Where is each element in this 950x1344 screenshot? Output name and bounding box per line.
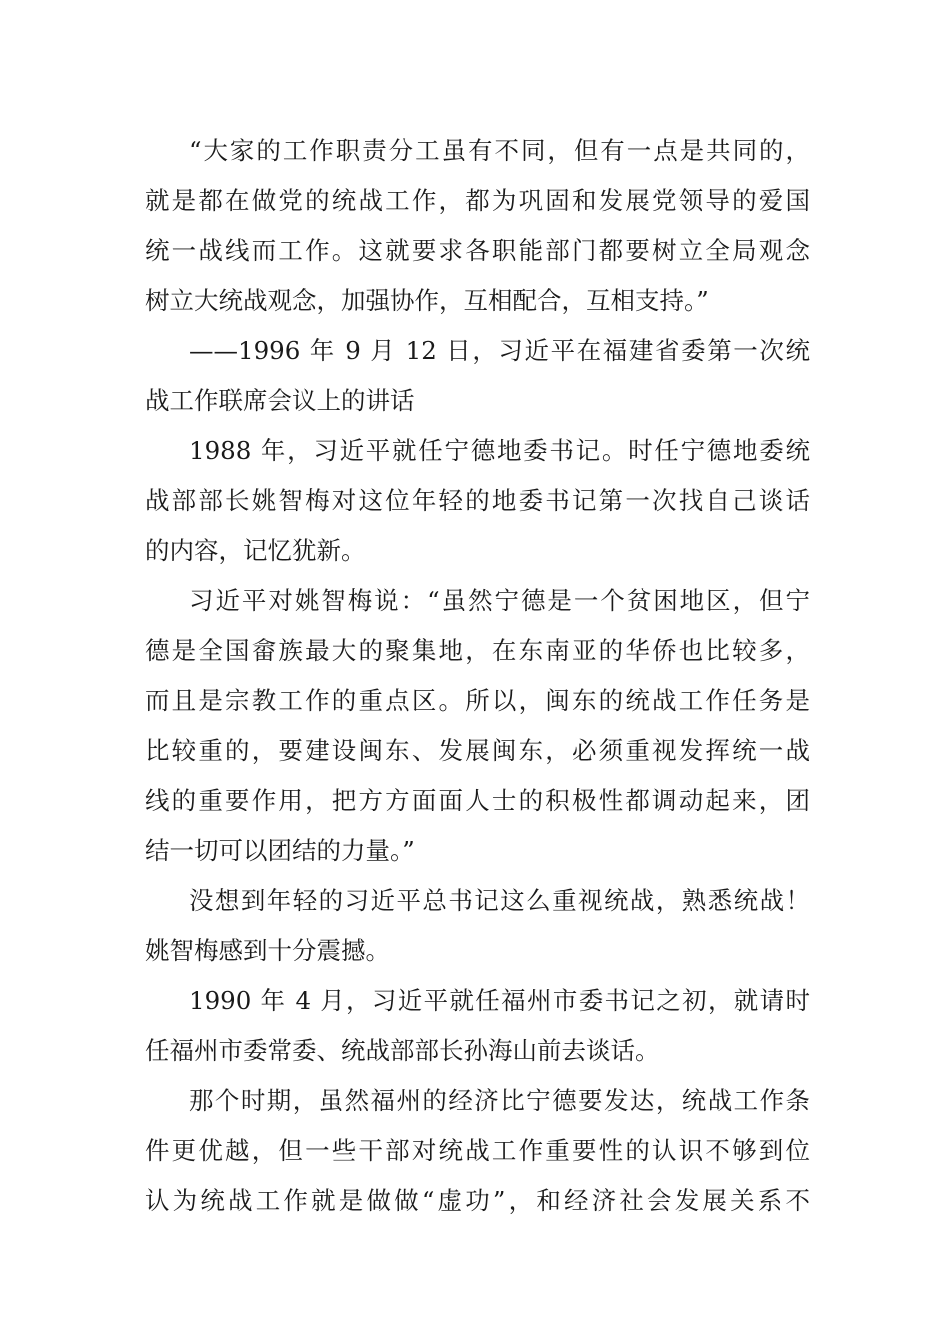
paragraph-4-line-1: 1990 年 4 月，习近平就任福州市委书记之初，就请时 bbox=[189, 986, 810, 1015]
paragraph-2-line-2: 德是全国畲族最大的聚集地，在东南亚的华侨也比较多， bbox=[145, 636, 810, 665]
paragraph-2-line-3: 而且是宗教工作的重点区。所以，闽东的统战工作任务是 bbox=[145, 686, 810, 715]
paragraph-2-line-1: 习近平对姚智梅说：“虽然宁德是一个贫困地区，但宁 bbox=[189, 586, 810, 615]
quote-line-2: 就是都在做党的统战工作，都为巩固和发展党领导的爱国 bbox=[145, 186, 810, 215]
paragraph-2-line-4: 比较重的，要建设闽东、发展闽东，必须重视发挥统一战 bbox=[145, 736, 810, 765]
attribution-line-1: ——1996 年 9 月 12 日，习近平在福建省委第一次统 bbox=[189, 336, 810, 365]
paragraph-2-line-6: 结一切可以团结的力量。” bbox=[145, 836, 415, 865]
paragraph-3-line-1: 没想到年轻的习近平总书记这么重视统战，熟悉统战！ bbox=[189, 886, 810, 915]
attribution-line-2: 战工作联席会议上的讲话 bbox=[145, 386, 415, 415]
paragraph-4-line-2: 任福州市委常委、统战部部长孙海山前去谈话。 bbox=[145, 1036, 660, 1065]
paragraph-3-line-2: 姚智梅感到十分震撼。 bbox=[145, 936, 390, 965]
paragraph-1-line-1: 1988 年，习近平就任宁德地委书记。时任宁德地委统 bbox=[189, 436, 810, 465]
quote-line-4: 树立大统战观念，加强协作，互相配合，互相支持。” bbox=[145, 286, 709, 315]
paragraph-2-line-5: 线的重要作用，把方方面面人士的积极性都调动起来，团 bbox=[145, 786, 810, 815]
quote-line-3: 统一战线而工作。这就要求各职能部门都要树立全局观念 bbox=[145, 236, 810, 265]
paragraph-1-line-3: 的内容，记忆犹新。 bbox=[145, 536, 366, 565]
paragraph-5-line-3: 认为统战工作就是做做“虚功”，和经济社会发展关系不 bbox=[145, 1186, 810, 1215]
paragraph-1-line-2: 战部部长姚智梅对这位年轻的地委书记第一次找自己谈话 bbox=[145, 486, 810, 515]
paragraph-5-line-1: 那个时期，虽然福州的经济比宁德要发达，统战工作条 bbox=[189, 1086, 810, 1115]
paragraph-5-line-2: 件更优越，但一些干部对统战工作重要性的认识不够到位 bbox=[145, 1136, 810, 1165]
quote-line-1: “大家的工作职责分工虽有不同，但有一点是共同的， bbox=[189, 136, 810, 165]
